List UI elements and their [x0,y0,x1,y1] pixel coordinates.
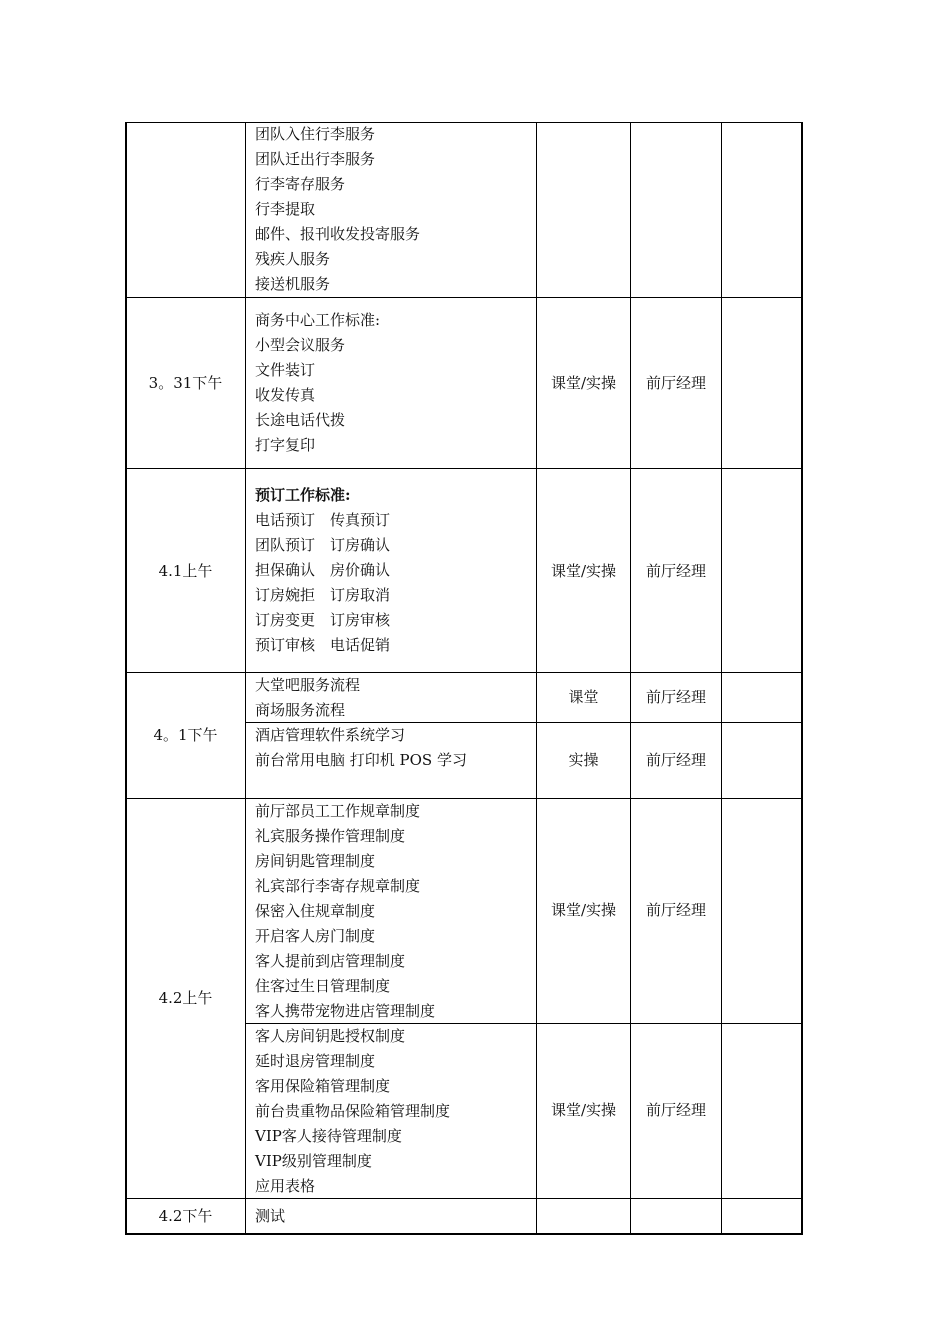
table-row [255,799,435,1024]
content-item: 住客过生日管理制度 [255,977,391,995]
instructor-cell: 前厅经理 [645,688,706,706]
column-divider [630,122,631,1235]
content-item: 礼宾部行李寄存规章制度 [255,877,421,895]
time-slot: 4.2上午 [158,989,213,1007]
instructor-cell: 前厅经理 [645,901,706,919]
content-item: 打字复印 [255,436,316,454]
method-cell: 课堂/实操 [550,374,617,392]
content-item: VIP客人接待管理制度 [255,1127,402,1145]
column-divider [721,122,722,1235]
row-divider [125,468,803,469]
row-divider [125,1198,803,1199]
time-slot: 4.1上午 [158,562,213,580]
instructor-cell: 前厅经理 [645,374,706,392]
content-item: 商务中心工作标准: [255,311,381,329]
time-slot: 4。1下午 [153,726,218,744]
content-item: 文件装订 [255,361,316,379]
content-item: 客人携带宠物进店管理制度 [255,1002,436,1020]
instructor-cell: 前厅经理 [645,751,706,769]
content-item: 邮件、报刊收发投寄服务 [255,225,421,243]
table-border-top [125,122,803,123]
content-item: 长途电话代拨 [255,411,346,429]
content-item: 前台贵重物品保险箱管理制度 [255,1102,451,1120]
content-item: 担保确认 房价确认 [255,561,391,579]
content-item: 订房变更 订房审核 [255,611,391,629]
content-item: 小型会议服务 [255,336,346,354]
content-item: 房间钥匙管理制度 [255,852,376,870]
table-row [255,723,467,773]
content-item: 订房婉拒 订房取消 [255,586,391,604]
table-border-bottom [125,1233,803,1235]
content-item: 收发传真 [255,386,316,404]
method-cell: 课堂/实操 [550,1101,617,1119]
method-cell: 课堂/实操 [550,562,617,580]
row-divider [125,798,803,799]
method-cell: 实操 [568,751,599,769]
content-item: 客人房间钥匙授权制度 [255,1027,406,1045]
column-divider [245,122,246,1235]
content-item: 前厅部员工工作规章制度 [255,802,421,820]
table-border-right [801,122,803,1235]
content-item: 延时退房管理制度 [255,1052,376,1070]
section-heading: 预订工作标准: [255,486,351,504]
time-slot: 4.2下午 [158,1207,213,1225]
content-item: 前台常用电脑 打印机 POS 学习 [255,751,467,769]
row-divider [125,672,803,673]
table-row [255,1024,450,1199]
content-item: 客用保险箱管理制度 [255,1077,391,1095]
instructor-cell: 前厅经理 [645,562,706,580]
table-row [255,308,380,458]
content-item: 商场服务流程 [255,701,346,719]
content-item: 大堂吧服务流程 [255,676,361,694]
content-item: VIP级别管理制度 [255,1152,372,1170]
content-item: 残疾人服务 [255,250,331,268]
content-item: 电话预订 传真预订 [255,511,391,529]
table-row [255,1204,285,1229]
table-row [255,122,420,297]
table-row [255,673,360,723]
content-item: 酒店管理软件系统学习 [255,726,406,744]
content-item: 保密入住规章制度 [255,902,376,920]
table-row [255,483,390,658]
content-item: 测试 [255,1207,286,1225]
content-item: 礼宾服务操作管理制度 [255,827,406,845]
content-item: 团队迁出行李服务 [255,150,376,168]
content-item: 行李提取 [255,200,316,218]
row-divider [125,297,803,298]
content-item: 预订审核 电话促销 [255,636,391,654]
content-item: 团队入住行李服务 [255,125,376,143]
content-item: 客人提前到店管理制度 [255,952,406,970]
content-item: 接送机服务 [255,275,331,293]
column-divider [536,122,537,1235]
content-item: 团队预订 订房确认 [255,536,391,554]
content-item: 开启客人房门制度 [255,927,376,945]
method-cell: 课堂 [568,688,599,706]
content-item: 应用表格 [255,1177,316,1195]
table-border-left [125,122,127,1235]
instructor-cell: 前厅经理 [645,1101,706,1119]
method-cell: 课堂/实操 [550,901,617,919]
time-slot: 3。31下午 [148,374,223,392]
content-item: 行李寄存服务 [255,175,346,193]
